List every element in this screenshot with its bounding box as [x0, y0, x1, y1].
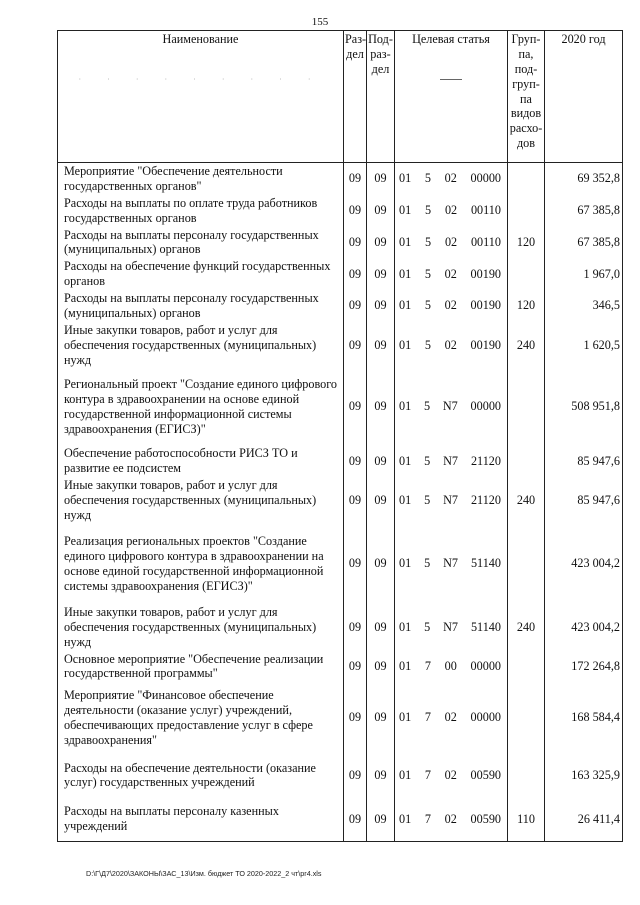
row-amount: 26 411,4: [545, 797, 623, 841]
budget-table: [57, 30, 623, 842]
table-row: [58, 195, 623, 227]
table-row: [58, 477, 623, 524]
file-path-footer: D:\Г\Д7\2020\ЗАКОНЫ\ЗАС_13\Изм. бюджет ТО 2020-2022_2 чт\pr4.xls: [86, 869, 322, 878]
row-target: [395, 650, 508, 682]
row-name: Региональный проект "Создание единого цифрового контура в здравоохранении на основе единой государственной информационной системы здравоохранения (ЕГИСЗ)": [58, 368, 344, 445]
table-row: [58, 163, 623, 195]
row-group: [508, 445, 545, 477]
target-part-t4: 21120: [470, 453, 501, 468]
row-amount: 163 325,9: [545, 753, 623, 797]
table-row: [58, 445, 623, 477]
table-body: [58, 163, 623, 842]
row-podrazdel: 09: [367, 477, 395, 524]
row-target: [395, 445, 508, 477]
row-podrazdel: 09: [367, 322, 395, 369]
target-part-t1: 01: [399, 619, 412, 634]
row-amount: 423 004,2: [545, 524, 623, 604]
target-part-t1: 01: [399, 203, 412, 218]
target-part-t4: 51140: [470, 556, 501, 571]
target-part-t1: 01: [399, 298, 412, 313]
row-amount: 508 951,8: [545, 368, 623, 445]
row-podrazdel: 09: [367, 163, 395, 195]
target-part-t3: 02: [444, 234, 458, 249]
table-row: [58, 322, 623, 369]
header-target: Целевая статья: [395, 31, 508, 163]
row-target: [395, 682, 508, 753]
row-name: Расходы на выплаты по оплате труда работников государственных органов: [58, 195, 344, 227]
row-name: Реализация региональных проектов "Создание единого цифрового контура в здравоохранении на основе единой государственной информационной системы здравоохранения (ЕГИСЗ)": [58, 524, 344, 604]
row-podrazdel: 09: [367, 368, 395, 445]
target-part-t1: 01: [399, 399, 412, 414]
row-name: Иные закупки товаров, работ и услуг для обеспечения государственных (муниципальных) нужд: [58, 604, 344, 651]
target-part-t2: 5: [424, 556, 431, 571]
row-razdel: 09: [344, 163, 367, 195]
target-part-t4: 00190: [470, 337, 501, 352]
target-part-t3: 02: [444, 811, 457, 826]
row-podrazdel: 09: [367, 682, 395, 753]
target-part-t1: 01: [399, 767, 412, 782]
target-part-t2: 5: [424, 337, 431, 352]
row-target: [395, 290, 508, 322]
row-group: [508, 368, 545, 445]
target-part-t2: 5: [424, 171, 431, 186]
row-razdel: 09: [344, 195, 367, 227]
table-row: [58, 682, 623, 753]
page-number: 155: [311, 16, 329, 28]
target-part-t3: 02: [444, 710, 457, 725]
row-podrazdel: 09: [367, 604, 395, 651]
row-target: [395, 258, 508, 290]
row-group: 240: [508, 604, 545, 651]
header-group: Груп-па, под-груп-па видов расхо-дов: [508, 31, 545, 163]
row-amount: 346,5: [545, 290, 623, 322]
target-part-t2: 5: [424, 619, 431, 634]
header-year: 2020 год: [545, 31, 623, 163]
target-part-t2: 5: [425, 203, 432, 218]
row-group: 240: [508, 322, 545, 369]
header-razdel: Раз-дел: [344, 31, 367, 163]
target-part-t1: 01: [399, 658, 412, 673]
row-razdel: 09: [344, 477, 367, 524]
row-amount: 85 947,6: [545, 445, 623, 477]
target-part-t1: 01: [399, 493, 412, 507]
target-part-t3: 02: [444, 767, 457, 782]
row-amount: 172 264,8: [545, 650, 623, 682]
target-part-t2: 5: [424, 266, 431, 281]
target-part-t3: 02: [444, 337, 457, 352]
target-part-t3: N7: [443, 493, 459, 507]
row-group: 120: [508, 227, 545, 259]
row-podrazdel: 09: [367, 445, 395, 477]
row-podrazdel: 09: [367, 524, 395, 604]
row-group: [508, 163, 545, 195]
budget-table-container: [57, 30, 622, 842]
target-part-t3: N7: [443, 556, 459, 571]
row-amount: 67 385,8: [545, 227, 623, 259]
target-part-t4: 00110: [470, 234, 501, 249]
row-amount: 85 947,6: [545, 477, 623, 524]
target-part-t4: 00000: [470, 710, 501, 725]
row-name: Мероприятие "Финансовое обеспечение деятельности (оказание услуг) учреждений, обеспечивающих предоставление услуг в сфере здравоохранения": [58, 682, 344, 753]
row-podrazdel: 09: [367, 258, 395, 290]
target-part-t1: 01: [399, 811, 412, 826]
target-part-t4: 00000: [470, 171, 501, 186]
row-group: [508, 650, 545, 682]
target-part-t2: 7: [424, 658, 431, 673]
row-amount: 69 352,8: [545, 163, 623, 195]
row-razdel: 09: [344, 753, 367, 797]
table-row: [58, 650, 623, 682]
row-razdel: 09: [344, 524, 367, 604]
row-podrazdel: 09: [367, 753, 395, 797]
row-amount: 1 967,0: [545, 258, 623, 290]
row-razdel: 09: [344, 650, 367, 682]
row-name: Расходы на выплаты персоналу государственных (муниципальных) органов: [58, 290, 344, 322]
target-part-t2: 7: [424, 710, 431, 725]
target-part-t4: 00000: [470, 399, 501, 414]
row-razdel: 09: [344, 604, 367, 651]
row-razdel: 09: [344, 322, 367, 369]
row-amount: 423 004,2: [545, 604, 623, 651]
target-part-t3: N7: [443, 453, 459, 468]
target-part-t3: 00: [444, 658, 457, 673]
target-part-t2: 5: [424, 453, 431, 468]
row-target: [395, 322, 508, 369]
target-part-t4: 21120: [470, 493, 501, 507]
target-part-t1: 01: [399, 453, 412, 468]
row-amount: 168 584,4: [545, 682, 623, 753]
table-row: [58, 797, 623, 841]
row-podrazdel: 09: [367, 227, 395, 259]
row-group: [508, 753, 545, 797]
target-part-t3: 02: [444, 298, 457, 313]
target-part-t1: 01: [399, 556, 412, 571]
row-razdel: 09: [344, 682, 367, 753]
table-row: [58, 753, 623, 797]
target-part-t2: 7: [424, 767, 431, 782]
target-part-t3: N7: [442, 399, 458, 414]
row-name: Расходы на выплаты персоналу казенных учреждений: [58, 797, 344, 841]
row-razdel: 09: [344, 258, 367, 290]
row-target: [395, 797, 508, 841]
row-podrazdel: 09: [367, 797, 395, 841]
target-part-t2: 5: [425, 234, 432, 249]
row-razdel: 09: [344, 368, 367, 445]
row-name: Основное мероприятие "Обеспечение реализации государственной программы": [58, 650, 344, 682]
row-razdel: 09: [344, 290, 367, 322]
target-part-t4: 00190: [470, 266, 501, 281]
target-part-t1: 01: [399, 266, 412, 281]
target-part-t4: 00590: [470, 767, 501, 782]
row-target: [395, 524, 508, 604]
row-target: [395, 227, 508, 259]
row-target: [395, 368, 508, 445]
row-target: [395, 163, 508, 195]
row-group: [508, 524, 545, 604]
target-part-t2: 5: [424, 493, 431, 507]
row-amount: 1 620,5: [545, 322, 623, 369]
row-name: Расходы на обеспечение функций государственных органов: [58, 258, 344, 290]
row-target: [395, 604, 508, 651]
row-name: Мероприятие "Обеспечение деятельности государственных органов": [58, 163, 344, 195]
row-name: Иные закупки товаров, работ и услуг для обеспечения государственных (муниципальных) нужд: [58, 322, 344, 369]
header-name: Наименование · · · · · · · · ·: [58, 31, 344, 163]
row-target: [395, 753, 508, 797]
target-part-t3: 02: [444, 203, 458, 218]
row-target: [395, 477, 508, 524]
target-part-t4: 00190: [470, 298, 501, 313]
row-group: 240: [508, 477, 545, 524]
row-podrazdel: 09: [367, 290, 395, 322]
target-part-t1: 01: [399, 234, 412, 249]
row-razdel: 09: [344, 797, 367, 841]
target-part-t1: 01: [399, 171, 412, 186]
target-part-t3: 02: [444, 171, 457, 186]
row-podrazdel: 09: [367, 195, 395, 227]
row-razdel: 09: [344, 445, 367, 477]
table-row: [58, 368, 623, 445]
row-podrazdel: 09: [367, 650, 395, 682]
row-amount: 67 385,8: [545, 195, 623, 227]
table-row: [58, 227, 623, 259]
row-group: 120: [508, 290, 545, 322]
row-name: Расходы на обеспечение деятельности (оказание услуг) государственных учреждений: [58, 753, 344, 797]
target-part-t4: 00590: [470, 811, 501, 826]
row-razdel: 09: [344, 227, 367, 259]
row-group: 110: [508, 797, 545, 841]
row-name: Расходы на выплаты персоналу государственных (муниципальных) органов: [58, 227, 344, 259]
target-part-t4: 51140: [470, 619, 501, 634]
row-group: [508, 682, 545, 753]
target-part-t3: 02: [444, 266, 457, 281]
target-part-t3: N7: [443, 619, 459, 634]
target-part-t2: 5: [423, 399, 431, 414]
target-part-t1: 01: [399, 710, 412, 725]
row-group: [508, 258, 545, 290]
target-part-t2: 7: [424, 811, 431, 826]
row-target: [395, 195, 508, 227]
row-group: [508, 195, 545, 227]
target-part-t2: 5: [424, 298, 431, 313]
table-row: [58, 604, 623, 651]
target-part-t4: 00000: [470, 658, 501, 673]
table-header-row: [58, 31, 623, 163]
target-part-t4: 00110: [470, 203, 501, 218]
header-podrazdel: Под-раз-дел: [367, 31, 395, 163]
row-name: Иные закупки товаров, работ и услуг для обеспечения государственных (муниципальных) нужд: [58, 477, 344, 524]
table-row: [58, 290, 623, 322]
row-name: Обеспечение работоспособности РИСЗ ТО и развитие ее подсистем: [58, 445, 344, 477]
table-row: [58, 258, 623, 290]
table-row: [58, 524, 623, 604]
target-part-t1: 01: [399, 337, 412, 352]
